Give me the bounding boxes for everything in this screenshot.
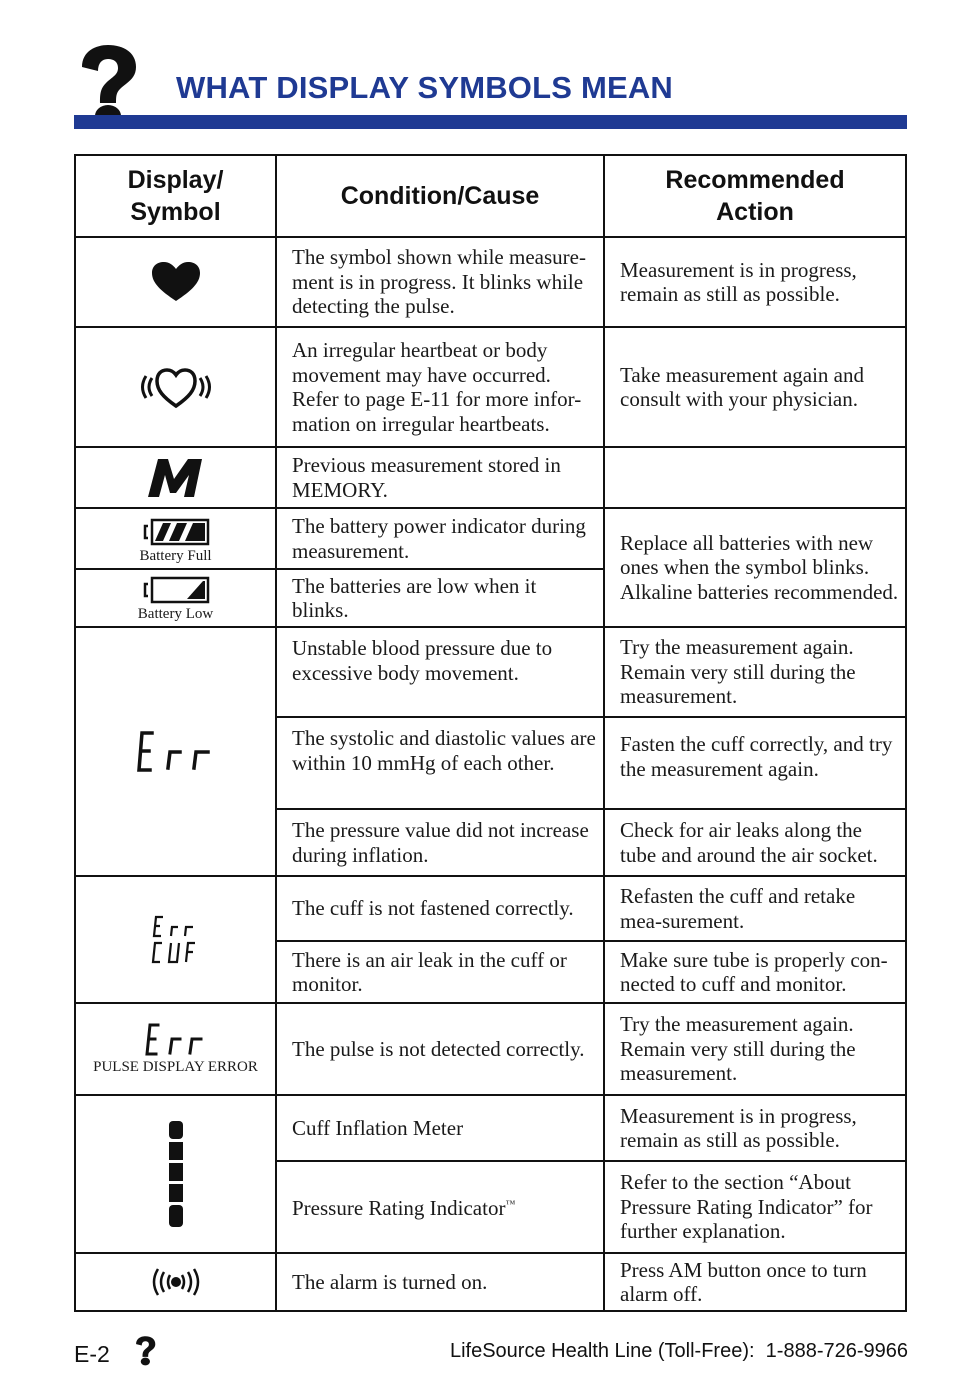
condition-cell: There is an air leak in the cuff or monitor. <box>276 941 604 1003</box>
action-cell: Refasten the cuff and retake mea-surement. <box>604 876 906 941</box>
irregular-heartbeat-icon <box>135 364 217 410</box>
trademark-mark: ™ <box>505 1199 516 1211</box>
action-cell: Take measurement again and consult with your physician. <box>604 327 906 447</box>
memory-m-icon <box>146 457 206 499</box>
action-cell: Measurement is in progress, remain as still as possible. <box>604 237 906 327</box>
symbol-cell <box>75 447 276 508</box>
battery-full-label: Battery Full <box>139 547 212 564</box>
action-cell: Measurement is in progress, remain as still as possible. <box>604 1095 906 1161</box>
action-cell: Refer to the section “About Pressure Rating Indicator” for further explanation. <box>604 1161 906 1253</box>
question-mark-icon <box>134 1336 156 1366</box>
header-condition: Condition/Cause <box>276 155 604 237</box>
condition-cell: Unstable blood pressure due to excessive body movement. <box>276 627 604 717</box>
footer-hotline: LifeSource Health Line (Toll-Free): 1-888-726-9966 <box>449 1340 908 1362</box>
action-cell: Try the measurement again. Remain very still during the measurement. <box>604 1003 906 1095</box>
symbol-cell <box>75 237 276 327</box>
table-row <box>75 627 906 717</box>
table-row <box>75 876 906 941</box>
table-row <box>75 1095 906 1161</box>
condition-cell: The pulse is not detected correctly. <box>276 1003 604 1095</box>
condition-text: Pressure Rating Indicator <box>292 1196 506 1221</box>
header-display-symbol: Display/ Symbol <box>75 155 276 237</box>
battery-low-icon <box>141 575 211 605</box>
symbol-cell <box>75 1003 276 1095</box>
table-row <box>75 327 906 447</box>
condition-cell: The batteries are low when it blinks. <box>276 569 604 627</box>
page-number: E-2 <box>74 1341 110 1367</box>
page-title: WHAT DISPLAY SYMBOLS MEAN <box>176 70 674 105</box>
symbol-cell <box>75 569 276 627</box>
condition-cell: Cuff Inflation Meter <box>276 1095 604 1161</box>
table-row <box>75 237 906 327</box>
condition-cell: The pressure value did not increase during inflation. <box>276 809 604 876</box>
inflation-meter-icon <box>167 1119 185 1229</box>
condition-cell: The systolic and diastolic values are within 10 mmHg of each other. <box>276 717 604 809</box>
condition-cell: The symbol shown while measure-ment is in progress. It blinks while detecting the pulse. <box>276 237 604 327</box>
heart-icon <box>151 261 201 303</box>
alarm-icon <box>151 1265 201 1299</box>
action-cell: Press AM button once to turn alarm off. <box>604 1253 906 1311</box>
table-row <box>75 1003 906 1095</box>
action-cell: Replace all batteries with new ones when the symbol blinks. Alkaline batteries recommended. <box>604 508 906 627</box>
condition-cell: The battery power indicator during measurement. <box>276 508 604 569</box>
err-icon <box>136 730 216 774</box>
action-cell: Check for air leaks along the tube and around the air socket. <box>604 809 906 876</box>
action-cell: Fasten the cuff correctly, and try the measurement again. <box>604 717 906 809</box>
symbol-cell <box>75 627 276 876</box>
footer-page <box>74 1336 156 1368</box>
action-cell <box>604 447 906 508</box>
pulse-error-label: PULSE DISPLAY ERROR <box>93 1059 258 1075</box>
symbol-cell <box>75 327 276 447</box>
symbol-cell <box>75 876 276 1003</box>
pulse-err-icon <box>144 1022 208 1058</box>
table-header-row <box>75 155 906 237</box>
table-row <box>75 1253 906 1311</box>
table-row <box>75 447 906 508</box>
action-cell: Try the measurement again. Remain very still during the measurement. <box>604 627 906 717</box>
symbol-cell <box>75 508 276 569</box>
symbol-cell <box>75 1253 276 1311</box>
symbols-table <box>74 154 907 1312</box>
condition-cell: The alarm is turned on. <box>276 1253 604 1311</box>
symbol-cell <box>75 1095 276 1253</box>
action-cell: Make sure tube is properly con-nected to cuff and monitor. <box>604 941 906 1003</box>
condition-cell: Previous measurement stored in MEMORY. <box>276 447 604 508</box>
condition-cell <box>276 1161 604 1253</box>
table-row <box>75 508 906 569</box>
battery-low-label: Battery Low <box>137 606 214 622</box>
condition-cell: The cuff is not fastened correctly. <box>276 876 604 941</box>
battery-full-icon <box>141 517 211 547</box>
condition-cell: An irregular heartbeat or body movement may have occurred. Refer to page E-11 for more infor-mation on irregular heartbeats. <box>276 327 604 447</box>
err-cuf-icon <box>151 914 201 966</box>
title-rule <box>74 115 907 129</box>
header-action: Recommended Action <box>604 155 906 237</box>
